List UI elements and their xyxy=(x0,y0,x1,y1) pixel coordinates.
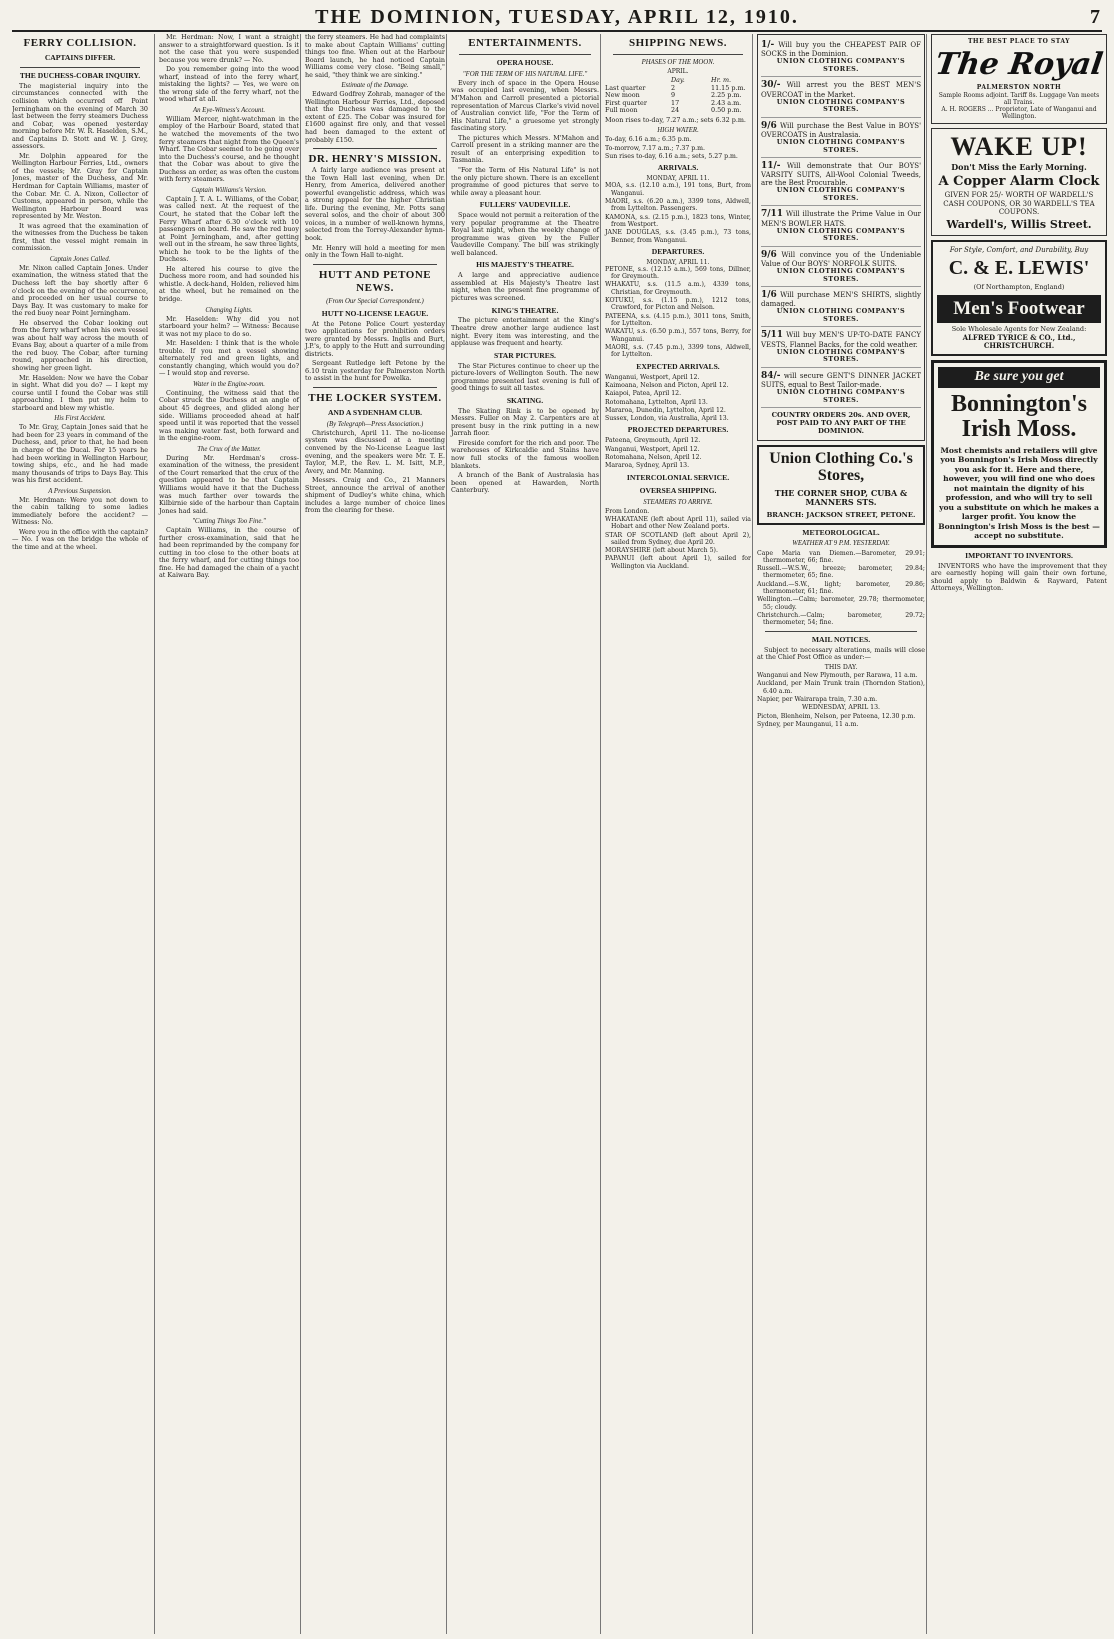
ad-text: (Of Northampton, England) xyxy=(973,282,1065,291)
lewis-brand: C. & E. LEWIS' xyxy=(948,257,1090,280)
article-paragraph: During Mr. Herdman's cross-examination of the witness, the president of the Court remarked that the crux of the question appeared to be that Captain Williams would have it that the Duchess was much farther over towards the Kilbirnie side of the harbour than Captain Jones had said. xyxy=(159,453,299,515)
headline-hutt-petone: HUTT AND PETONE NEWS. xyxy=(318,268,432,294)
list-item: Mararoa, Dunedin, Lyttelton, April 12. xyxy=(605,406,726,414)
article-paragraph: Mr. Henry will hold a meeting for men only in the Town Hall to-night. xyxy=(305,243,445,260)
union-branch: BRANCH: JACKSON STREET, PETONE. xyxy=(766,510,916,519)
article-paragraph: Mr. Haselden: I think that is the whole trouble. If you met a vessel showing alternately red and green lights, and constantly changing, which would you do? — I would stop and reverse. xyxy=(159,339,299,378)
copper-clock-heading: A Copper Alarm Clock xyxy=(938,173,1100,189)
ad-price: 1/- xyxy=(761,40,775,50)
headline-dr-henry: DR. HENRY'S MISSION. xyxy=(308,153,442,166)
table-cell: Last quarter xyxy=(605,83,646,92)
list-item: Sydney, per Maunganui, 11 a.m. xyxy=(757,720,859,728)
divider xyxy=(313,264,437,265)
table-header: Hr. m. xyxy=(711,76,732,85)
list-item: Sussex, London, via Australia, April 13. xyxy=(605,415,729,423)
ad-heading: Be sure you get xyxy=(938,367,1100,388)
ad-line xyxy=(761,118,921,158)
section-heading: Changing Lights. xyxy=(205,306,253,314)
article-paragraph: Christchurch, April 11. The no-license system was discussed at a meeting convened by the No-License League last evening, and the speakers were Mr. T. E. Taylor, M.P., the Rev. L. M. Isitt, M.P., Avery, and Mr. Manning. xyxy=(305,428,445,475)
list-item: WHAKATANE (left about April 11), sailed via Hobart and other New Zealand ports. xyxy=(605,515,751,531)
article-paragraph: To Mr. Gray, Captain Jones said that he had been for 23 years in command of the Duchess, and, prior to that, he had been in charge of the Ducal. For 15 years he had been working in Wellington Harbour, towing ships, etc., and he had made many thousands of trips to Days Bay. This was his first accident. xyxy=(12,423,148,485)
section-heading: INTERCOLONIAL SERVICE. xyxy=(626,472,730,482)
section-heading: Estimate of the Damage. xyxy=(341,82,409,90)
section-heading: IMPORTANT TO INVENTORS. xyxy=(965,550,1073,560)
article-paragraph: Mr. Herdman: Now, I want a straight answer to a straightforward question. Is it not the case that you were suspended because you were drunk? — No. xyxy=(159,34,299,64)
list-item: WEDNESDAY, APRIL 13. xyxy=(801,704,881,712)
article-paragraph: Mr. Nixon called Captain Jones. Under examination, the witness stated that the Duchess left the bay shortly after 6 o'clock on the evening of the occurrence, and proceeded on her usual course to Days Bay. It was customary to make for the red buoy near Point Jerningham. xyxy=(12,263,148,318)
article-paragraph: the ferry steamers. He had had complaints to make about Captain Williams' cutting things too fine. When out at the Harbour Board launch, he had noticed Captain Williams come very close. "Being small," he said, "they think we are sinking." xyxy=(305,34,445,79)
list-item: Cape Maria van Diemen.—Barometer, 29.91; thermometer, 66; fine. xyxy=(757,549,925,564)
ad-line xyxy=(761,206,921,246)
list-item: Pateena, Greymouth, April 12. xyxy=(605,437,701,445)
ad-text: ALFRED TYRICE & CO., Ltd., CHRISTCHURCH. xyxy=(962,332,1076,350)
list-item: MOA, s.s. (12.10 a.m.), 191 tons, Burt, from Wanganui. xyxy=(605,182,751,197)
list-item: WHAKATU, s.s. (11.5 a.m.), 4339 tons, Christian, for Greymouth. xyxy=(605,281,751,296)
list-item: STAR OF SCOTLAND (left about April 2), sailed from Sydney, due April 20. xyxy=(605,531,751,546)
ad-text: GIVEN FOR 25/- WORTH OF WARDELL'S CASH COUPONS, OR 30 WARDELL'S TEA COUPONS. xyxy=(943,191,1095,216)
section-heading: HUTT NO-LICENSE LEAGUE. xyxy=(321,308,429,318)
arrivals-list xyxy=(605,182,751,244)
column-3 xyxy=(300,34,449,1634)
ad-price: 9/6 xyxy=(761,120,777,131)
article-paragraph: Captain Williams, in the course of further cross-examination, said that he had been reprimanded by the company for cutting in too close to the other boats at the ferry wharf, and for cutting things too fine. He had damaged the chain of a yacht at Kaiwara Bay. xyxy=(159,526,299,580)
ad-price: 5/11 xyxy=(761,330,784,341)
section-heading: DEPARTURES. xyxy=(651,246,705,256)
section-heading: PROJECTED DEPARTURES. xyxy=(627,425,729,435)
section-heading: FULLERS' VAUDEVILLE. xyxy=(479,200,571,210)
article-paragraph: Were you in the office with the captain? — No. I was on the bridge the whole of the time and at the wheel. xyxy=(12,527,148,551)
column-4 xyxy=(446,34,603,1634)
ad-line xyxy=(761,37,921,77)
projected-departures-list xyxy=(605,437,751,469)
ad-text: will secure GENT'S DINNER JACKET SUITS, equal to Best Tailor-made. xyxy=(761,371,921,390)
list-item: KOTUKU, s.s. (1.15 p.m.), 1212 tons, Crawford, for Picton and Nelson. xyxy=(605,297,751,312)
ad-text: Will demonstrate that Our BOYS' VARSITY SUITS, All-Wool Colonial Tweeds, are the Best Procurable. xyxy=(761,161,921,188)
weather-list xyxy=(757,550,925,627)
section-heading: MAIL NOTICES. xyxy=(811,634,871,644)
list-item: Wellington.—Calm; barometer, 29.78; thermometer, 55; cloudy. xyxy=(757,596,925,611)
section-heading: HIS MAJESTY'S THEATRE. xyxy=(476,260,574,270)
table-cell: 11.15 p.m. xyxy=(711,83,746,92)
divider xyxy=(313,387,437,388)
article-paragraph: He altered his course to give the Duchess more room, and had sounded his whistle. A deck-hand, Holden, relieved him at the wheel, but he remained on the bridge. xyxy=(159,264,299,303)
article-paragraph: The magisterial inquiry into the circumstances connected with the collision which occurred off Point Jerningham on the evening of March 30 last between the ferry steamers Duchess and Cobar, was opened yesterday morning before Mr. W. R. Haselden, S.M., and Captains D. Stott and W. J. Grey, assessors. xyxy=(12,81,148,151)
section-heading: KING'S THEATRE. xyxy=(491,305,559,315)
list-item: KAMONA, s.s. (2.15 p.m.), 1823 tons, Winter, from Westport. xyxy=(605,213,751,228)
ad-price: 11/- xyxy=(761,160,781,171)
table-cell: 9 xyxy=(671,91,676,100)
ad-tagline: UNION CLOTHING COMPANY'S STORES. xyxy=(776,388,906,404)
subhead: "FOR THE TERM OF HIS NATURAL LIFE." xyxy=(462,70,588,78)
table-cell: 17 xyxy=(671,98,680,107)
table-cell: 2 xyxy=(671,83,676,92)
subhead: AND A SYDENHAM CLUB. xyxy=(327,407,423,417)
ad-price: 1/6 xyxy=(761,290,777,301)
ad-footer: COUNTRY ORDERS 20s. AND OVER, POST PAID TO ANY PART OF THE DOMINION. xyxy=(771,411,911,436)
list-item: Rotomahana, Nelson, April 12. xyxy=(605,454,702,462)
list-item: Picton, Blenheim, Nelson, per Pateena, 12.30 p.m. xyxy=(757,712,916,720)
moon-month: APRIL. xyxy=(667,67,689,75)
departures-list xyxy=(605,266,751,359)
wake-up-heading: WAKE UP! xyxy=(950,131,1088,161)
list-item: PETONE, s.s. (12.15 a.m.), 569 tons, Dillner, for Greymouth. xyxy=(605,265,751,281)
ad-text: Will purchase MEN'S SHIRTS, slightly damaged. xyxy=(761,291,921,309)
article-paragraph: Continuing, the witness said that the Cobar struck the Duchess at an angle of about 45 degrees, and glided along her side. Williams proceeded ahead at half speed until it was reported that the vessel was making water fast, both forward and in the engine-room. xyxy=(159,388,299,443)
list-item: From London. xyxy=(605,507,650,515)
ad-tagline: THE BEST PLACE TO STAY xyxy=(967,38,1071,45)
ad-line xyxy=(761,158,921,206)
moon-rise: Moon rises to-day, 7.27 a.m.; sets 6.32 p.m. xyxy=(605,115,746,124)
subhead-inquiry: THE DUCHESS-COBAR INQUIRY. xyxy=(19,70,141,80)
article-paragraph: Do you remember going into the wood wharf, instead of into the ferry wharf, mistaking the lights? — Yes, we were on the wrong side of the ferry wharf, not the wood wharf at all. xyxy=(159,65,299,104)
column-6 xyxy=(752,34,929,1634)
article-paragraph: The pictures which Messrs. M'Mahon and Carroll present in a striking manner are the result of an enterprising expedition to Tasmania. xyxy=(451,133,599,165)
article-paragraph: The picture entertainment at the King's Theatre drew another large audience last night. Every item was interesting, and the applause was frequent and hearty. xyxy=(451,316,599,348)
newspaper-title: THE DOMINION, TUESDAY, APRIL 12, 1910. xyxy=(315,6,799,28)
headline-ferry-collision: FERRY COLLISION. xyxy=(23,37,137,49)
section-heading: The Crux of the Matter. xyxy=(197,445,261,453)
ad-price: 30/- xyxy=(761,80,781,91)
article-paragraph: Every inch of space in the Opera House was occupied last evening, when Messrs. M'Mahon and Carroll presented a pictorial representation of Marcus Clarke's vivid novel of Australian convict life, "For the Term of His Natural Life," a gruesome yet strongly fascinating story. xyxy=(451,78,599,133)
list-item: Napier, per Wairarapa train, 7.30 a.m. xyxy=(757,695,878,703)
footwear-banner: Men's Footwear xyxy=(937,295,1101,323)
list-item: To-morrow, 7.17 a.m.; 7.37 p.m. xyxy=(605,144,705,152)
high-water-list xyxy=(605,136,751,160)
article-paragraph: INVENTORS who have the improvement that they are earnestly hoping will gain their own fortune, should apply to Baldwin & Rayward, Patent Attorneys, Wellington. xyxy=(931,561,1107,593)
column-2 xyxy=(154,34,303,1634)
list-item: MORAYSHIRE (left about March 5). xyxy=(605,547,718,555)
ad-price: 9/6 xyxy=(761,249,777,260)
section-heading: STAR PICTURES. xyxy=(494,350,556,360)
ad-text: Will illustrate the Prime Value in Our MEN'S BOWLER HATS. xyxy=(761,210,921,228)
union-clothing-price-ad xyxy=(757,34,925,441)
section-heading: ARRIVALS. xyxy=(657,163,699,173)
subhead: STEAMERS TO ARRIVE. xyxy=(643,498,713,506)
list-item: Wanganui, Westport, April 12. xyxy=(605,445,700,453)
ad-text: Will arrest you the BEST MEN'S OVERCOAT in the Market. xyxy=(761,81,921,99)
section-heading: A Previous Suspension. xyxy=(48,487,112,495)
list-item: Rotomahana, Lyttelton, April 13. xyxy=(605,398,708,406)
section-heading: OVERSEA SHIPPING. xyxy=(639,485,717,495)
list-item: Kaimoana, Nelson and Picton, April 12. xyxy=(605,381,729,389)
subhead: WEATHER AT 9 P.M. YESTERDAY. xyxy=(792,540,890,548)
mail-list xyxy=(757,664,925,729)
section-heading: Captain Jones Called. xyxy=(49,255,111,263)
list-item: WAKATU, s.s. (6.50 p.m.), 557 tons, Berry, for Wanganui. xyxy=(605,328,751,343)
list-item: Auckland.—S.W., light; barometer, 29.86; thermometer, 61; fine. xyxy=(757,580,925,596)
ad-tagline: UNION CLOTHING COMPANY'S STORES. xyxy=(776,138,906,154)
table-cell: 2.25 p.m. xyxy=(711,91,742,100)
brand-line: Bonnington's xyxy=(950,390,1088,417)
article-paragraph: A large and appreciative audience assembled at His Majesty's Theatre last night, when the present fine programme of pictures was screened. xyxy=(451,271,599,302)
section-heading: HIGH WATER. xyxy=(657,127,699,135)
page-number: 7 xyxy=(1090,6,1100,28)
ad-text: Most chemists and retailers will give you Bonnington's Irish Moss directly you ask for it. Here and there, however, you will find one who does not maintain the dignity of his profession, and who will try to sell you a substitute on which he makes a larger profit. You know the Bonnington's Irish Moss is the best — accept no substitute. xyxy=(938,445,1100,541)
ad-text: Sole Wholesale Agents for New Zealand: xyxy=(951,324,1087,333)
table-header: Day. xyxy=(671,76,685,85)
table-cell: Full moon xyxy=(605,106,638,115)
ad-text: Will purchase the Best Value in BOYS' OVERCOATS in Australasia. xyxy=(761,121,921,139)
list-item: MAORI, s.s. (6.20 a.m.), 3399 tons, Aldwell, from Lyttelton. Passengers. xyxy=(605,197,751,213)
section-heading: OPERA HOUSE. xyxy=(496,57,554,67)
list-item: JANE DOUGLAS, s.s. (3.45 p.m.), 73 tons, Benner, from Wanganui. xyxy=(605,229,751,244)
list-item: THIS DAY. xyxy=(824,663,858,671)
list-item: Wanganui and New Plymouth, per Rarawa, 11 a.m. xyxy=(757,671,918,679)
list-item: Auckland, per Main Trunk train (Thorndon Station), 6.40 a.m. xyxy=(757,680,925,695)
table-cell: 24 xyxy=(671,106,680,115)
expected-arrivals-list xyxy=(605,374,751,423)
article-paragraph: It was agreed that the examination of the witnesses from the Duchess be taken first, that the vessel might remain in commission. xyxy=(12,221,148,253)
article-paragraph: Mr. Herdman: Were you not down to the cabin talking to some ladies immediately before the accident? — Witness: No. xyxy=(12,495,148,527)
article-paragraph: Captain J. T. A. L. Williams, of the Cobar, was called next. At the request of the Court, he stated that the Cobar left the Ferry Wharf after 6.30 o'clock with 10 passengers on board. He saw the red buoy at Point Jerningham, and, after getting well out in the stream, he saw three lights, which he took to be the lights of the Duchess. xyxy=(159,194,299,264)
ad-tagline: UNION CLOTHING COMPANY'S STORES. xyxy=(776,186,906,202)
article-paragraph: "For the Term of His Natural Life" is not the only picture shown. There is an excellent programme of good pictures that serve to while away a pleasant hour. xyxy=(451,165,599,197)
table-cell: 0.50 p.m. xyxy=(711,106,742,115)
masthead xyxy=(12,4,1102,32)
list-item: Kaiapoi, Patea, April 12. xyxy=(605,390,682,398)
column-1 xyxy=(12,34,152,1634)
royal-logo: The Royal xyxy=(933,47,1105,83)
ad-line xyxy=(761,247,921,287)
list-item: Mararoa, Sydney, April 13. xyxy=(605,462,690,470)
article-paragraph: Edward Godfrey Zohrab, manager of the Wellington Harbour Ferries, Ltd., deposed that the Duchess was damaged to the extent of £25. The Cobar was insured for £1600 against fire only, and that vessel had been damaged to the extent of probably £150. xyxy=(305,90,445,144)
list-item: Sun rises to-day, 6.16 a.m.; sets, 5.27 p.m. xyxy=(605,152,738,160)
headline-shipping-news: SHIPPING NEWS. xyxy=(628,37,728,49)
article-paragraph: A branch of the Bank of Australasia has been opened at Hawarden, North Canterbury. xyxy=(451,471,599,495)
article-paragraph: Sergeant Rutledge left Petone by the 6.10 train yesterday for Palmerston North to assist in the hunt for Powelka. xyxy=(305,359,445,383)
bonningtons-brand xyxy=(938,392,1100,442)
ad-tagline: UNION CLOTHING COMPANY'S STORES. xyxy=(776,97,906,114)
list-item: Russell.—W.S.W., breeze; barometer, 29.84; thermometer, 65; fine. xyxy=(757,565,925,580)
divider xyxy=(20,67,140,68)
list-item: Christchurch.—Calm; barometer, 29.72; thermometer, 54; fine. xyxy=(757,612,925,627)
moon-phase-table xyxy=(605,77,751,115)
overseas-list xyxy=(605,508,751,571)
list-item: Wanganui, Westport, April 12. xyxy=(605,373,700,381)
ad-text: For Style, Comfort, and Durability, Buy xyxy=(949,246,1089,255)
section-heading: EXPECTED ARRIVALS. xyxy=(636,361,720,371)
article-paragraph: Mr. Haselden: Now we have the Cobar in sight. What did you do? — I kept my course until I found the Cobar was still approaching. I then put my helm to starboard and blew my whistle. xyxy=(12,373,148,412)
ad-tagline: UNION CLOTHING COMPANY'S STORES. xyxy=(776,307,906,323)
article-paragraph: The Star Pictures continue to cheer up the picture-lovers of Wellington South. The new programme presented last evening is full of good things to suit all tastes. xyxy=(451,361,599,393)
table-cell: New moon xyxy=(605,91,640,100)
date-line: MONDAY, APRIL 11. xyxy=(646,258,710,266)
union-title: Union Clothing Co.'s Stores, xyxy=(769,450,913,484)
ad-price: 7/11 xyxy=(761,209,784,220)
article-paragraph: A fairly large audience was present at the Town Hall last evening, when Dr. Henry, from America, delivered another powerful evangelistic address, which was a strong appeal for the higher Christian life. During the evening, Mr. Potts sang several solos, and the choir of about 300 voices, in a number of well-known hymns, selected from the Torrey-Alexander hymn-book. xyxy=(305,166,445,243)
article-paragraph: The Skating Rink is to be opened by Messrs. Fuller on May 2. Carpenters are at present busy in the rink putting in a new Jarrah floor. xyxy=(451,406,599,438)
divider xyxy=(613,54,743,55)
union-address: THE CORNER SHOP, CUBA & MANNERS STS. xyxy=(774,487,908,508)
wardell-name: Wardell's, Willis Street. xyxy=(946,218,1092,232)
date-line: MONDAY, APRIL 11. xyxy=(646,175,710,183)
ad-line xyxy=(761,287,921,327)
article-paragraph: Fireside comfort for the rich and poor. The warehouses of Kirkcaldie and Stains have now full stocks of the famous woollen blankets. xyxy=(451,438,599,470)
list-item: PAPANUI (left about April 1), sailed for Wellington via Auckland. xyxy=(605,555,751,570)
column-7 xyxy=(926,34,1107,1634)
ad-text: Will buy MEN'S UP-TO-DATE FANCY VESTS, Flannel Backs, for the cold weather. xyxy=(761,331,921,349)
divider xyxy=(765,631,917,632)
ad-tagline: UNION CLOTHING COMPANY'S STORES. xyxy=(776,347,906,364)
ad-text: Sample Rooms adjoint. Tariff 8s. Luggage Van meets all Trains. xyxy=(938,91,1100,106)
lewis-footwear-ad xyxy=(931,240,1107,356)
ad-line xyxy=(761,77,921,117)
subhead-captains-differ: CAPTAINS DIFFER. xyxy=(44,52,116,62)
table-cell: First quarter xyxy=(605,98,647,107)
royal-hotel-ad xyxy=(931,34,1107,124)
article-paragraph: Subject to necessary alterations, mails will close at the Chief Post Office as under:— xyxy=(757,645,925,662)
section-heading: Water in the Engine-room. xyxy=(193,380,265,388)
section-heading: Captain Williams's Version. xyxy=(191,186,267,194)
ad-text: A. H. ROGERS ... Proprietor, Late of Wanganui and Wellington. xyxy=(941,105,1097,120)
ad-subheading: Don't Miss the Early Morning. xyxy=(951,161,1087,172)
ad-tagline: UNION CLOTHING COMPANY'S STORES. xyxy=(776,57,906,73)
section-heading: PHASES OF THE MOON. xyxy=(641,58,715,66)
byline: (From Our Special Correspondent.) xyxy=(326,297,424,305)
article-paragraph: At the Petone Police Court yesterday two applications for prohibition orders were granted by Messrs. Inglis and Burt, J.P.'s, to apply to the Hutt and surrounding districts. xyxy=(305,319,445,358)
list-item: MAORI, s.s. (7.45 p.m.), 3399 tons, Aldwell, for Lyttelton. xyxy=(605,343,751,359)
article-paragraph: Space would not permit a reiteration of the very popular programme at the Theatre Royal last night, when the weekly change of programme was given by the Fuller Vaudeville Company. The bill was strikingly well balanced. xyxy=(451,211,599,257)
list-item: To-day, 6.16 a.m.; 6.35 p.m. xyxy=(605,136,692,144)
list-item: PATEENA, s.s. (4.15 p.m.), 3011 tons, Smith, for Lyttelton. xyxy=(605,312,751,328)
section-heading: An Eye-Witness's Account. xyxy=(192,106,266,114)
headline-entertainments: ENTERTAINMENTS. xyxy=(468,37,582,49)
ad-tagline: UNION CLOTHING COMPANY'S STORES. xyxy=(776,267,906,283)
union-clothing-banner xyxy=(757,445,925,524)
ad-text: Will buy you the CHEAPEST PAIR OF SOCKS in the Dominion. xyxy=(761,41,921,59)
article-paragraph: Mr. Dolphin appeared for the Wellington Harbour Ferries, Ltd., owners of the vessels; Mr. Gray for Captain Jones, master of the Duchess, and Mr. Herdman for Captain Williams, master of the Cobar. Mr. C. A. Nixon, Collector of Customs, appeared in person, while the Wellington Harbour Board was represented by Mr. Weston. xyxy=(12,151,148,221)
section-heading: METEOROLOGICAL. xyxy=(802,527,880,537)
section-heading: His First Accident. xyxy=(54,415,106,423)
article-paragraph: William Mercer, night-watchman in the employ of the Harbour Board, stated that he watched the movements of the two ferry steamers that night from the Queen's Wharf. The Cobar seemed to be going over into the Duchess's course, and he thought that the Cobar was about to give the Duchess an order, as was often the custom with ferry steamers. xyxy=(159,114,299,184)
ad-line xyxy=(761,327,921,367)
divider xyxy=(459,54,591,55)
table-cell: 2.43 a.m. xyxy=(711,98,742,107)
byline: (By Telegraph—Press Association.) xyxy=(326,420,424,428)
irish-moss-ad xyxy=(931,360,1107,548)
divider xyxy=(313,148,437,149)
ad-tagline: UNION CLOTHING COMPANY'S STORES. xyxy=(776,226,906,243)
article-paragraph: Messrs. Craig and Co., 21 Manners Street, announce the arrival of another shipment of Dudley's white china, which includes a large number of choice lines from the clearing for these. xyxy=(305,476,445,515)
section-heading: SKATING. xyxy=(506,395,544,405)
article-paragraph: He observed the Cobar looking out from the ferry wharf when his own vessel was about half way across the mouth of Evans Bay, about a quarter of a mile from the red buoy. The Cobar, after turning round, approached in his direction, showing her green light. xyxy=(12,318,148,373)
article-paragraph: Mr. Haselden: Why did you not starboard your helm? — Witness: Because it was not my place to do so. xyxy=(159,314,299,338)
wardell-clock-ad xyxy=(931,128,1107,236)
section-heading: "Cutting Things Too Fine." xyxy=(192,518,266,526)
brand-line: Irish Moss. xyxy=(961,415,1077,442)
column-5 xyxy=(600,34,755,1634)
ad-line xyxy=(761,368,921,408)
ad-price: 84/- xyxy=(761,370,781,381)
headline-locker-system: THE LOCKER SYSTEM. xyxy=(308,391,442,404)
ad-text: Will convince you of the Undeniable Value of Our BOYS' NORFOLK SUITS. xyxy=(761,250,921,269)
ad-tagline: PALMERSTON NORTH xyxy=(976,84,1062,92)
